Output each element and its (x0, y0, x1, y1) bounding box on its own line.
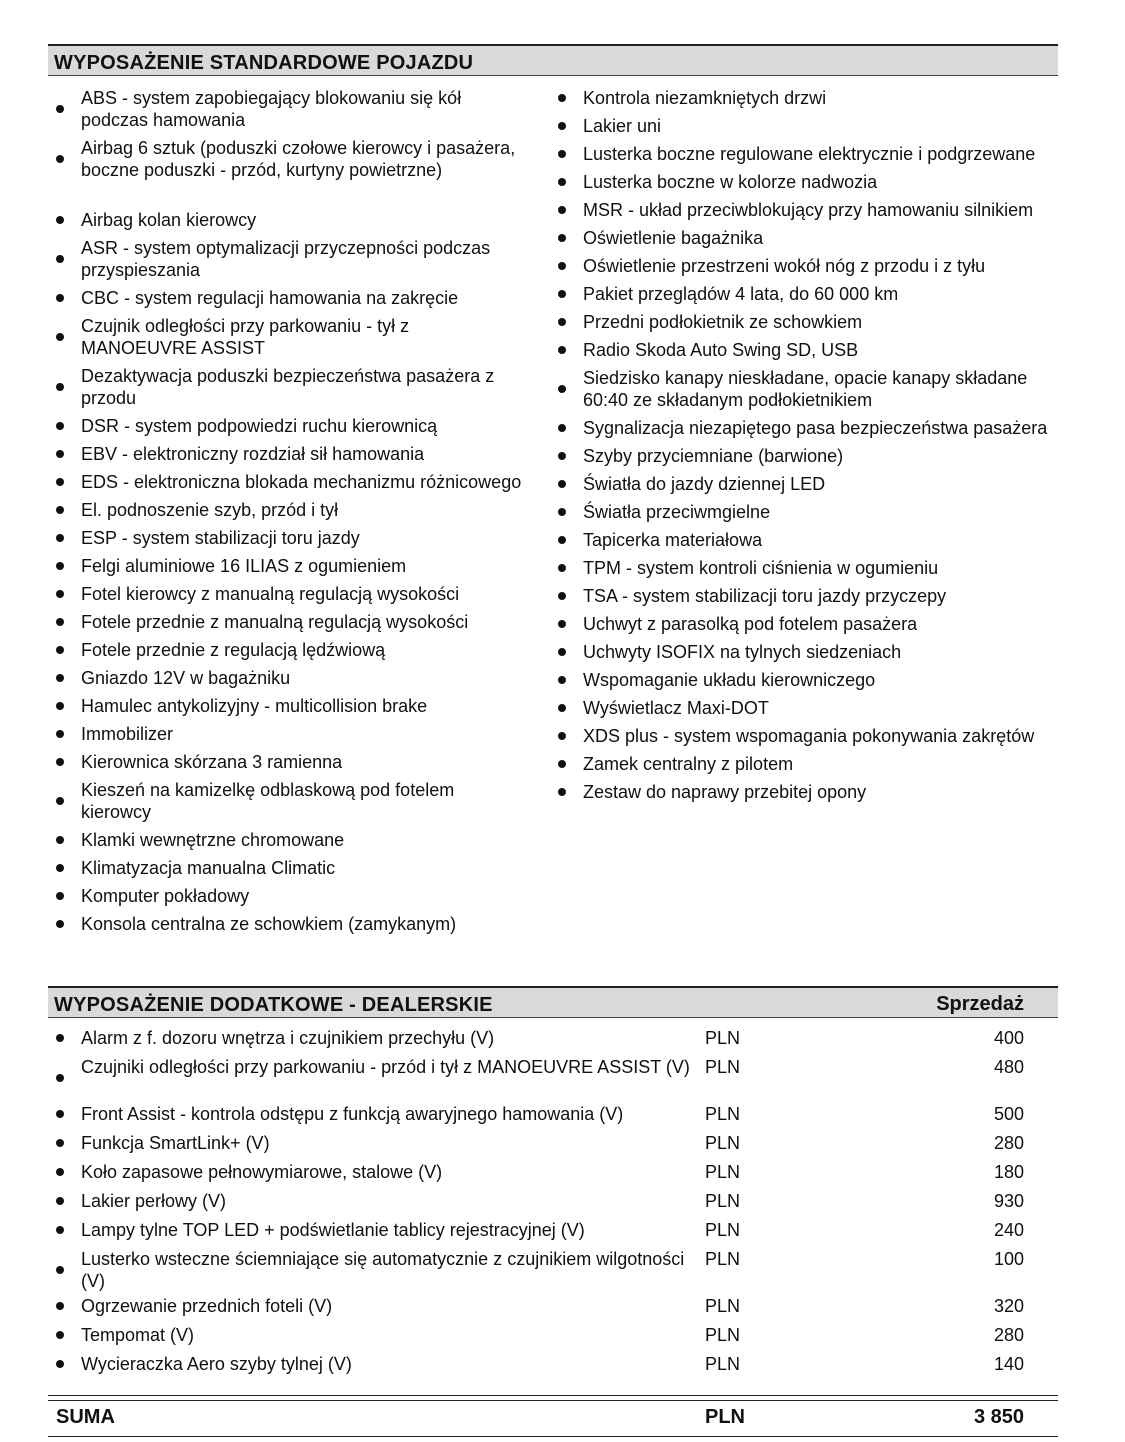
equipment-item-label: Dezaktywacja poduszki bezpieczeństwa pasażera z przodu (81, 366, 495, 408)
bullet-icon (56, 674, 64, 682)
equipment-item-label: Oświetlenie bagażnika (583, 228, 764, 248)
equipment-item (550, 641, 1050, 663)
dealer-item-currency: PLN (705, 1028, 741, 1048)
equipment-item-label: Klimatyzacja manualna Climatic (81, 858, 336, 878)
bullet-icon (56, 1226, 64, 1234)
dealer-item-price: 500 (993, 1104, 1024, 1124)
equipment-item (48, 527, 528, 549)
dealer-item-currency: PLN (705, 1296, 741, 1316)
bullet-icon (558, 122, 566, 130)
equipment-item (48, 471, 528, 493)
dealer-equipment-row (48, 1161, 1058, 1183)
bullet-icon (558, 150, 566, 158)
bullet-icon (56, 836, 64, 844)
bullet-icon (56, 383, 64, 391)
dealer-item-currency: PLN (705, 1104, 741, 1124)
sum-value: 3 850 (973, 1406, 1024, 1428)
bullet-icon (56, 534, 64, 542)
bullet-icon (56, 864, 64, 872)
equipment-item (48, 751, 528, 773)
bullet-icon (558, 788, 566, 796)
equipment-item-label: Gniazdo 12V w bagażniku (81, 668, 291, 688)
bullet-icon (558, 452, 566, 460)
equipment-item-label: Zamek centralny z pilotem (583, 754, 794, 774)
bullet-icon (56, 333, 64, 341)
bullet-icon (558, 592, 566, 600)
equipment-item-label: Światła przeciwmgielne (583, 502, 771, 522)
bottom-divider (48, 1436, 1058, 1437)
dealer-equipment-header (48, 986, 1058, 1018)
bullet-icon (56, 646, 64, 654)
dealer-item-price: 180 (993, 1162, 1024, 1182)
bullet-icon (56, 920, 64, 928)
equipment-item-label: El. podnoszenie szyb, przód i tył (81, 500, 339, 520)
bullet-icon (558, 262, 566, 270)
bullet-icon (558, 760, 566, 768)
dealer-item-name: Wycieraczka Aero szyby tylnej (V) (81, 1354, 352, 1374)
equipment-item-label: Airbag 6 sztuk (poduszki czołowe kierowcy i pasażera, boczne poduszki - przód, kurtyny powietrzne) (81, 138, 516, 180)
bullet-icon (558, 234, 566, 242)
bullet-icon (56, 155, 64, 163)
equipment-item-label: Kieszeń na kamizelkę odblaskową pod fotelem kierowcy (81, 780, 455, 822)
bullet-icon (56, 1360, 64, 1368)
dealer-equipment-row (48, 1248, 1058, 1292)
bullet-icon (558, 536, 566, 544)
dealer-item-name: Funkcja SmartLink+ (V) (81, 1133, 270, 1153)
equipment-item-label: EDS - elektroniczna blokada mechanizmu różnicowego (81, 472, 522, 492)
equipment-item-label: CBC - system regulacji hamowania na zakręcie (81, 288, 459, 308)
equipment-item-label: Felgi aluminiowe 16 ILIAS z ogumieniem (81, 556, 407, 576)
dealer-item-name: Lusterko wsteczne ściemniające się automatycznie z czujnikiem wilgotności (V) (81, 1249, 685, 1291)
equipment-item (48, 779, 528, 823)
equipment-item (48, 913, 528, 935)
dealer-item-name: Alarm z f. dozoru wnętrza i czujnikiem przechyłu (V) (81, 1028, 495, 1048)
equipment-item-label: Kierownica skórzana 3 ramienna (81, 752, 343, 772)
bullet-icon (558, 94, 566, 102)
bullet-icon (558, 648, 566, 656)
dealer-equipment-row (48, 1219, 1058, 1241)
equipment-item-label: Uchwyt z parasolką pod fotelem pasażera (583, 614, 918, 634)
equipment-item (550, 669, 1050, 691)
equipment-item (48, 639, 528, 661)
sum-currency: PLN (705, 1406, 745, 1428)
equipment-item-label: Wspomaganie układu kierowniczego (583, 670, 876, 690)
dealer-item-currency: PLN (705, 1133, 741, 1153)
bullet-icon (56, 422, 64, 430)
equipment-item (550, 143, 1050, 165)
equipment-item (550, 339, 1050, 361)
sales-column-label: Sprzedaż (936, 993, 1024, 1015)
equipment-item-label: Oświetlenie przestrzeni wokół nóg z przodu i z tyłu (583, 256, 986, 276)
equipment-item (550, 529, 1050, 551)
dealer-item-currency: PLN (705, 1057, 741, 1077)
equipment-item-label: Airbag kolan kierowcy (81, 210, 257, 230)
equipment-item (550, 753, 1050, 775)
bullet-icon (56, 255, 64, 263)
equipment-item-label: Tapicerka materiałowa (583, 530, 763, 550)
equipment-item-label: Fotel kierowcy z manualną regulacją wysokości (81, 584, 460, 604)
dealer-item-currency: PLN (705, 1249, 741, 1269)
dealer-item-price: 320 (993, 1296, 1024, 1316)
standard-equipment-title: WYPOSAŻENIE STANDARDOWE POJAZDU (54, 52, 474, 74)
equipment-item-label: Radio Skoda Auto Swing SD, USB (583, 340, 859, 360)
equipment-item (550, 227, 1050, 249)
dealer-item-currency: PLN (705, 1162, 741, 1182)
equipment-item (550, 171, 1050, 193)
equipment-item-label: Sygnalizacja niezapiętego pasa bezpieczeństwa pasażera (583, 418, 1048, 438)
bullet-icon (56, 478, 64, 486)
equipment-item (550, 725, 1050, 747)
dealer-equipment-row (48, 1103, 1058, 1125)
sum-divider (48, 1395, 1058, 1401)
equipment-item-label: TPM - system kontroli ciśnienia w ogumieniu (583, 558, 939, 578)
dealer-item-name: Tempomat (V) (81, 1325, 195, 1345)
equipment-item-label: EBV - elektroniczny rozdział sił hamowania (81, 444, 425, 464)
equipment-item-label: ESP - system stabilizacji toru jazdy (81, 528, 360, 548)
equipment-item (48, 237, 528, 281)
bullet-icon (56, 1139, 64, 1147)
bullet-icon (56, 562, 64, 570)
equipment-item-label: TSA - system stabilizacji toru jazdy przyczepy (583, 586, 947, 606)
equipment-item (48, 555, 528, 577)
dealer-equipment-row (48, 1353, 1058, 1375)
dealer-equipment-row (48, 1324, 1058, 1346)
bullet-icon (558, 346, 566, 354)
equipment-item (48, 723, 528, 745)
equipment-item (550, 87, 1050, 109)
equipment-item-label: Immobilizer (81, 724, 174, 744)
equipment-item-label: Zestaw do naprawy przebitej opony (583, 782, 867, 802)
dealer-item-price: 930 (993, 1191, 1024, 1211)
dealer-equipment-row (48, 1190, 1058, 1212)
equipment-item (550, 115, 1050, 137)
equipment-item (550, 557, 1050, 579)
dealer-item-currency: PLN (705, 1220, 741, 1240)
bullet-icon (56, 892, 64, 900)
dealer-item-name: Front Assist - kontrola odstępu z funkcją awaryjnego hamowania (V) (81, 1104, 624, 1124)
equipment-item (550, 781, 1050, 803)
equipment-item-label: MSR - układ przeciwblokujący przy hamowaniu silnikiem (583, 200, 1034, 220)
bullet-icon (56, 450, 64, 458)
equipment-item (550, 445, 1050, 467)
equipment-item-label: Kontrola niezamkniętych drzwi (583, 88, 827, 108)
bullet-icon (56, 1110, 64, 1118)
equipment-item (48, 857, 528, 879)
equipment-item (550, 283, 1050, 305)
equipment-item-label: ASR - system optymalizacji przyczepności podczas przyspieszania (81, 238, 491, 280)
equipment-item-label: Klamki wewnętrzne chromowane (81, 830, 345, 850)
dealer-item-name: Lampy tylne TOP LED + podświetlanie tablicy rejestracyjnej (V) (81, 1220, 585, 1240)
equipment-item (48, 667, 528, 689)
bullet-icon (56, 758, 64, 766)
bullet-icon (56, 1074, 64, 1082)
dealer-item-price: 100 (993, 1249, 1024, 1269)
dealer-item-price: 280 (993, 1133, 1024, 1153)
equipment-item (48, 137, 528, 181)
equipment-item (550, 585, 1050, 607)
equipment-item-label: DSR - system podpowiedzi ruchu kierownicą (81, 416, 438, 436)
dealer-equipment-row (48, 1132, 1058, 1154)
equipment-item-label: Siedzisko kanapy nieskładane, opacie kanapy składane 60:40 ze składanym podłokietnikiem (583, 368, 1028, 410)
equipment-item-label: Uchwyty ISOFIX na tylnych siedzeniach (583, 642, 902, 662)
equipment-item (550, 417, 1050, 439)
equipment-item (48, 287, 528, 309)
equipment-item-label: Czujnik odległości przy parkowaniu - tył z MANOEUVRE ASSIST (81, 316, 410, 358)
equipment-item-label: Lakier uni (583, 116, 662, 136)
equipment-item (550, 367, 1050, 411)
dealer-item-currency: PLN (705, 1354, 741, 1374)
standard-equipment-left-column (48, 87, 528, 941)
bullet-icon (558, 178, 566, 186)
bullet-icon (558, 508, 566, 516)
dealer-item-price: 400 (993, 1028, 1024, 1048)
bullet-icon (558, 318, 566, 326)
equipment-item-label: Przedni podłokietnik ze schowkiem (583, 312, 863, 332)
equipment-item (48, 499, 528, 521)
equipment-item (550, 697, 1050, 719)
bullet-icon (558, 206, 566, 214)
equipment-item-label: Szyby przyciemniane (barwione) (583, 446, 844, 466)
equipment-item-label: Pakiet przeglądów 4 lata, do 60 000 km (583, 284, 899, 304)
bullet-icon (558, 676, 566, 684)
equipment-item-label: Lusterka boczne regulowane elektrycznie i podgrzewane (583, 144, 1036, 164)
equipment-item (550, 311, 1050, 333)
bullet-icon (558, 480, 566, 488)
equipment-item-label: Hamulec antykolizyjny - multicollision brake (81, 696, 428, 716)
bullet-icon (558, 424, 566, 432)
dealer-item-price: 240 (993, 1220, 1024, 1240)
bullet-icon (56, 702, 64, 710)
dealer-item-name: Lakier perłowy (V) (81, 1191, 227, 1211)
equipment-item (48, 415, 528, 437)
equipment-item (48, 611, 528, 633)
equipment-item-label: Światła do jazdy dziennej LED (583, 474, 826, 494)
bullet-icon (56, 1331, 64, 1339)
bullet-icon (56, 216, 64, 224)
equipment-item (48, 885, 528, 907)
bullet-icon (56, 590, 64, 598)
equipment-item (48, 695, 528, 717)
bullet-icon (56, 1266, 64, 1274)
bullet-icon (56, 1034, 64, 1042)
dealer-item-name: Koło zapasowe pełnowymiarowe, stalowe (V) (81, 1162, 443, 1182)
equipment-item-label: Konsola centralna ze schowkiem (zamykanym) (81, 914, 457, 934)
dealer-item-currency: PLN (705, 1191, 741, 1211)
equipment-item (48, 583, 528, 605)
bullet-icon (56, 1302, 64, 1310)
dealer-item-name: Ogrzewanie przednich foteli (V) (81, 1296, 333, 1316)
equipment-item (550, 473, 1050, 495)
bullet-icon (558, 620, 566, 628)
equipment-item (48, 209, 528, 231)
bullet-icon (56, 1197, 64, 1205)
dealer-item-currency: PLN (705, 1325, 741, 1345)
equipment-item (48, 87, 528, 131)
equipment-item-label: XDS plus - system wspomagania pokonywania zakrętów (583, 726, 1035, 746)
bullet-icon (558, 564, 566, 572)
equipment-item-label: Komputer pokładowy (81, 886, 250, 906)
equipment-item (550, 199, 1050, 221)
bullet-icon (558, 290, 566, 298)
sum-label: SUMA (56, 1406, 115, 1428)
equipment-item-label: Fotele przednie z manualną regulacją wysokości (81, 612, 469, 632)
bullet-icon (56, 294, 64, 302)
dealer-item-name: Czujniki odległości przy parkowaniu - przód i tył z MANOEUVRE ASSIST (V) (81, 1057, 690, 1077)
standard-equipment-header (48, 44, 1058, 76)
bullet-icon (56, 797, 64, 805)
equipment-item (48, 443, 528, 465)
bullet-icon (56, 506, 64, 514)
dealer-item-price: 280 (993, 1325, 1024, 1345)
bullet-icon (56, 618, 64, 626)
dealer-equipment-row (48, 1295, 1058, 1317)
bullet-icon (558, 732, 566, 740)
bullet-icon (56, 105, 64, 113)
standard-equipment-right-column (550, 87, 1050, 809)
bullet-icon (558, 385, 566, 393)
dealer-equipment-row (48, 1027, 1058, 1049)
dealer-item-price: 480 (993, 1057, 1024, 1077)
dealer-equipment-title: WYPOSAŻENIE DODATKOWE - DEALERSKIE (54, 994, 493, 1016)
bullet-icon (56, 730, 64, 738)
equipment-item-label: Fotele przednie z regulacją lędźwiową (81, 640, 386, 660)
dealer-item-price: 140 (993, 1354, 1024, 1374)
bullet-icon (56, 1168, 64, 1176)
equipment-item-label: ABS - system zapobiegający blokowaniu się kół podczas hamowania (81, 88, 462, 130)
equipment-item (550, 613, 1050, 635)
dealer-equipment-row (48, 1056, 1058, 1100)
equipment-item (48, 365, 528, 409)
equipment-item-label: Lusterka boczne w kolorze nadwozia (583, 172, 878, 192)
equipment-item-label: Wyświetlacz Maxi-DOT (583, 698, 769, 718)
equipment-item (550, 255, 1050, 277)
equipment-item (48, 829, 528, 851)
bullet-icon (558, 704, 566, 712)
equipment-item (550, 501, 1050, 523)
equipment-item (48, 315, 528, 359)
